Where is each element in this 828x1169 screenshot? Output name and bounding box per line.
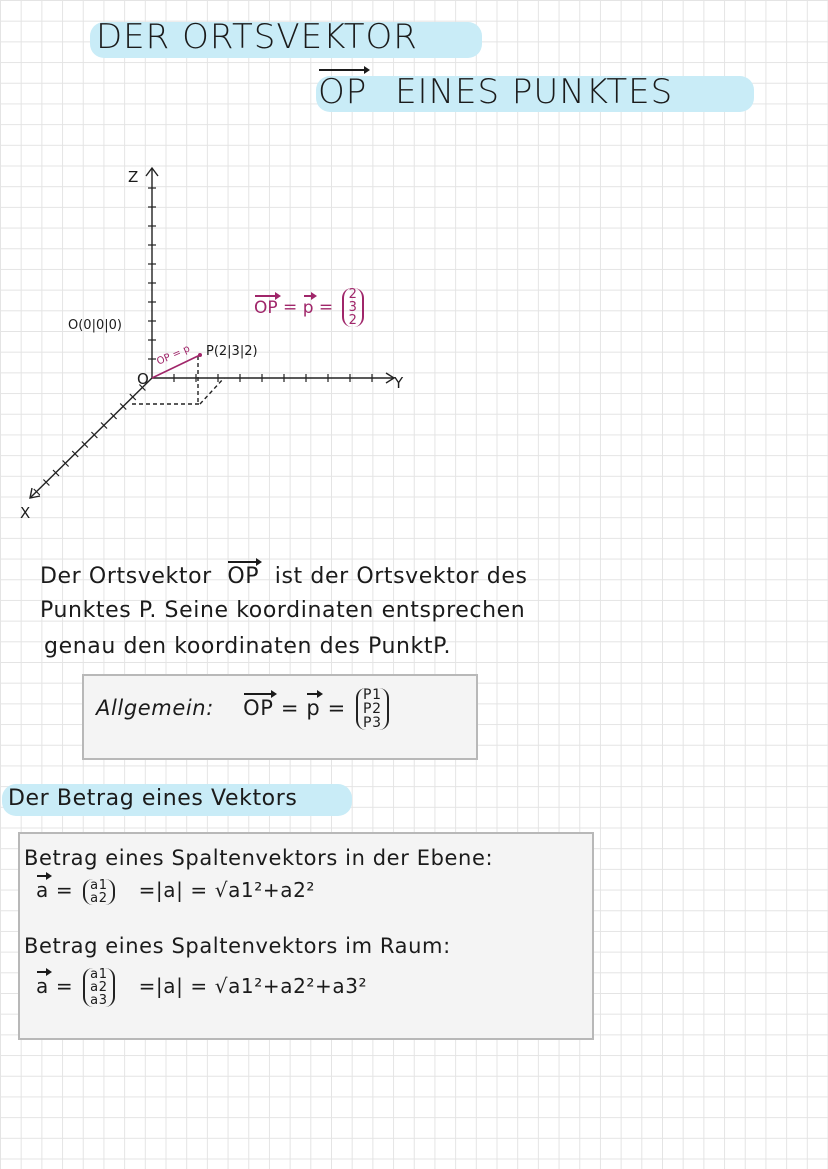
dashed-helper-2 xyxy=(200,378,224,404)
space-component-1: a1 xyxy=(90,967,108,982)
plane-component-1: a1 xyxy=(90,877,108,893)
explanation-text-a: Der Ortsvektor xyxy=(40,564,212,589)
origin-letter: O xyxy=(137,370,149,388)
space-component-3: a3 xyxy=(90,993,108,1008)
point-p-dot xyxy=(198,353,202,357)
space-vector-a: a xyxy=(36,974,49,998)
origin-coordinate-label: O(0|0|0) xyxy=(68,318,122,333)
space-component-2: a2 xyxy=(90,980,108,995)
equation-op: OP xyxy=(254,297,278,318)
explanation-vector-op: OP xyxy=(227,564,260,589)
betrag-heading: Der Betrag eines Vektors xyxy=(8,786,298,811)
explanation-line-2: Punktes P. Seine koordinaten entsprechen xyxy=(40,598,526,623)
allgemein-component-1: P1 xyxy=(363,687,382,703)
plane-vector-a: a xyxy=(36,878,49,902)
space-title: Betrag eines Spaltenvektors im Raum: xyxy=(24,934,451,958)
plane-component-2: a2 xyxy=(90,890,108,906)
title-rest: EINES PUNKTES xyxy=(395,72,674,112)
allgemein-component-3: P3 xyxy=(363,715,382,731)
allgemein-label: Allgemein: xyxy=(96,696,214,720)
page-title-line1: DER ORTSVEKTOR xyxy=(96,17,418,57)
explanation-text-b: ist der Ortsvektor des xyxy=(274,564,528,589)
small-vector-label: OP = p xyxy=(155,343,192,368)
axis-ticks xyxy=(34,188,372,495)
explanation-line-3: genau den koordinaten des PunktP. xyxy=(44,634,452,659)
x-axis-label: X xyxy=(20,504,31,522)
allgemein-formula: Allgemein: OP = p = P1 P2 P3 xyxy=(96,688,392,730)
plane-title: Betrag eines Spaltenvektors in der Ebene: xyxy=(24,846,494,870)
plane-result: =|a| = √a1²+a2² xyxy=(138,878,316,902)
allgemein-component-2: P2 xyxy=(363,701,382,717)
space-formula: a = a1 a2 a3 =|a| = √a1²+a2²+a3² xyxy=(36,967,368,1008)
allgemein-vector-op: OP xyxy=(243,696,274,720)
coordinate-system-diagram xyxy=(0,0,828,540)
title-vector-op: OP xyxy=(318,72,368,112)
space-result: =|a| = √a1²+a2²+a3² xyxy=(138,974,368,998)
vector-equation: OP = p = 2 3 2 xyxy=(254,288,367,327)
plane-column-vector xyxy=(83,879,114,905)
equation-p: p xyxy=(302,297,314,318)
component-3: 2 xyxy=(348,313,357,328)
explanation-line-1 xyxy=(40,564,528,589)
component-2: 3 xyxy=(348,300,357,315)
space-column-vector xyxy=(83,968,114,1007)
z-axis-label: Z xyxy=(128,168,139,186)
equation-column-vector xyxy=(342,288,364,327)
allgemein-vector-p: p xyxy=(306,696,321,720)
plane-formula: a = a1 a2 =|a| = √a1²+a2² xyxy=(36,877,316,906)
y-axis-label: Y xyxy=(394,374,404,392)
x-axis xyxy=(30,378,152,498)
point-p-label: P(2|3|2) xyxy=(206,344,258,359)
allgemein-column-vector xyxy=(356,688,389,730)
component-1: 2 xyxy=(348,287,357,302)
